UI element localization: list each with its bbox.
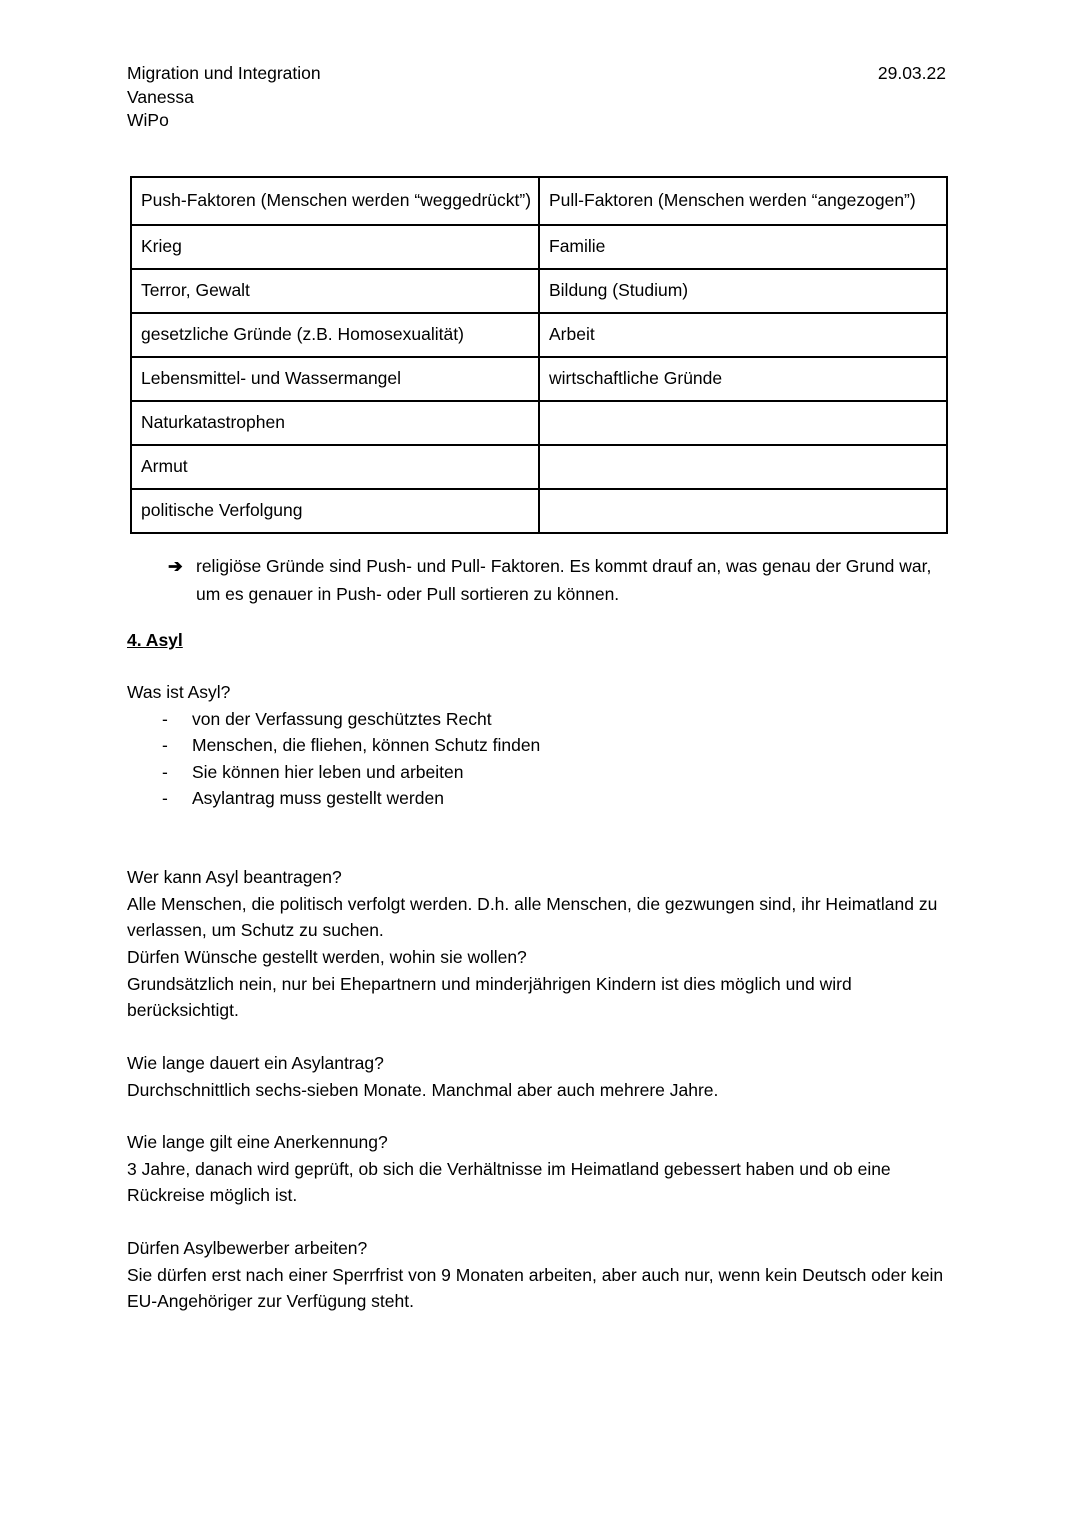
- list-item: [127, 706, 947, 733]
- qa-block-wer: [127, 864, 947, 944]
- table-header-pull: Pull-Faktoren (Menschen werden “angezogen”): [539, 177, 947, 225]
- dash-bullet-icon: -: [162, 735, 168, 755]
- table-cell-push: gesetzliche Gründe (z.B. Homosexualität): [131, 313, 539, 357]
- table-row: [131, 357, 947, 401]
- table-row: [131, 269, 947, 313]
- header-top-row: [127, 62, 946, 86]
- arrow-note: [168, 552, 948, 608]
- table-row: [131, 489, 947, 533]
- document-header: [127, 62, 946, 133]
- asyl-question: Was ist Asyl?: [127, 682, 231, 702]
- list-item: [127, 732, 947, 759]
- qa-block-arbeiten: [127, 1235, 947, 1315]
- dash-bullet-icon: -: [162, 761, 168, 782]
- table-cell-pull: wirtschaftliche Gründe: [539, 357, 947, 401]
- list-item-label: Sie können hier leben und arbeiten: [192, 761, 464, 782]
- push-pull-factors-table: [130, 176, 948, 534]
- document-subject: WiPo: [127, 110, 169, 130]
- table-cell-push: Lebensmittel- und Wassermangel: [131, 357, 539, 401]
- dash-bullet-icon: -: [162, 788, 168, 808]
- document-title: Migration und Integration: [127, 63, 321, 83]
- list-item: [127, 759, 947, 786]
- document-date: 29.03.22: [877, 63, 946, 83]
- list-item-label: Menschen, die fliehen, können Schutz finden: [192, 735, 541, 755]
- qa-block-wuensche: [127, 944, 947, 1024]
- qa-block-anerkennung: [127, 1129, 947, 1209]
- table-row: [131, 225, 947, 269]
- table-cell-pull: Familie: [539, 225, 947, 269]
- qa-block-dauert: [127, 1050, 947, 1103]
- list-item: [127, 785, 947, 812]
- asyl-definition-block: [127, 679, 947, 812]
- qa-question: Wie lange dauert ein Asylantrag?: [127, 1053, 384, 1073]
- table-row: [131, 313, 947, 357]
- qa-question: Wie lange gilt eine Anerkennung?: [127, 1132, 388, 1152]
- table-header-push: Push-Faktoren (Menschen werden “weggedrückt”): [131, 177, 539, 225]
- table-header-row: [131, 177, 947, 225]
- list-item-label: von der Verfassung geschütztes Recht: [192, 708, 492, 729]
- document-author: Vanessa: [127, 86, 194, 107]
- table-cell-pull: [539, 489, 947, 533]
- qa-question: Dürfen Wünsche gestellt werden, wohin sie wollen?: [127, 947, 527, 967]
- qa-answer: Alle Menschen, die politisch verfolgt werden. D.h. alle Menschen, die gezwungen sind, ihr Heimatland zu verlassen, um Schutz zu suchen.: [127, 893, 938, 940]
- table-row: [131, 445, 947, 489]
- table-cell-push: politische Verfolgung: [131, 489, 539, 533]
- arrow-right-icon: ➔: [168, 556, 183, 576]
- qa-answer: 3 Jahre, danach wird geprüft, ob sich die Verhältnisse im Heimatland gebessert haben und ob eine Rückreise möglich ist.: [127, 1158, 891, 1205]
- list-item-label: Asylantrag muss gestellt werden: [192, 788, 444, 808]
- table-cell-push: Krieg: [131, 225, 539, 269]
- table-row: [131, 401, 947, 445]
- dash-bullet-icon: -: [162, 708, 168, 729]
- section-heading-asyl: 4. Asyl: [127, 630, 183, 650]
- asyl-bullet-list: [127, 706, 947, 812]
- qa-answer: Sie dürfen erst nach einer Sperrfrist von 9 Monaten arbeiten, aber auch nur, wenn kein Deutsch oder kein EU-Angehöriger zur Verfügung steht.: [127, 1264, 944, 1311]
- qa-question: Wer kann Asyl beantragen?: [127, 867, 342, 887]
- arrow-note-text: religiöse Gründe sind Push- und Pull- Faktoren. Es kommt drauf an, was genau der Grund war, um es genauer in Push- oder Pull sortieren zu können.: [196, 556, 932, 604]
- table-cell-push: Naturkatastrophen: [131, 401, 539, 445]
- table-cell-pull: [539, 401, 947, 445]
- qa-answer: Grundsätzlich nein, nur bei Ehepartnern und minderjährigen Kindern ist dies möglich und wird berücksichtigt.: [127, 973, 852, 1020]
- qa-answer: Durchschnittlich sechs-sieben Monate. Manchmal aber auch mehrere Jahre.: [127, 1079, 719, 1100]
- qa-question: Dürfen Asylbewerber arbeiten?: [127, 1238, 368, 1258]
- table-cell-pull: [539, 445, 947, 489]
- table-cell-push: Armut: [131, 445, 539, 489]
- table-cell-push: Terror, Gewalt: [131, 269, 539, 313]
- table-cell-pull: Bildung (Studium): [539, 269, 947, 313]
- table-cell-pull: Arbeit: [539, 313, 947, 357]
